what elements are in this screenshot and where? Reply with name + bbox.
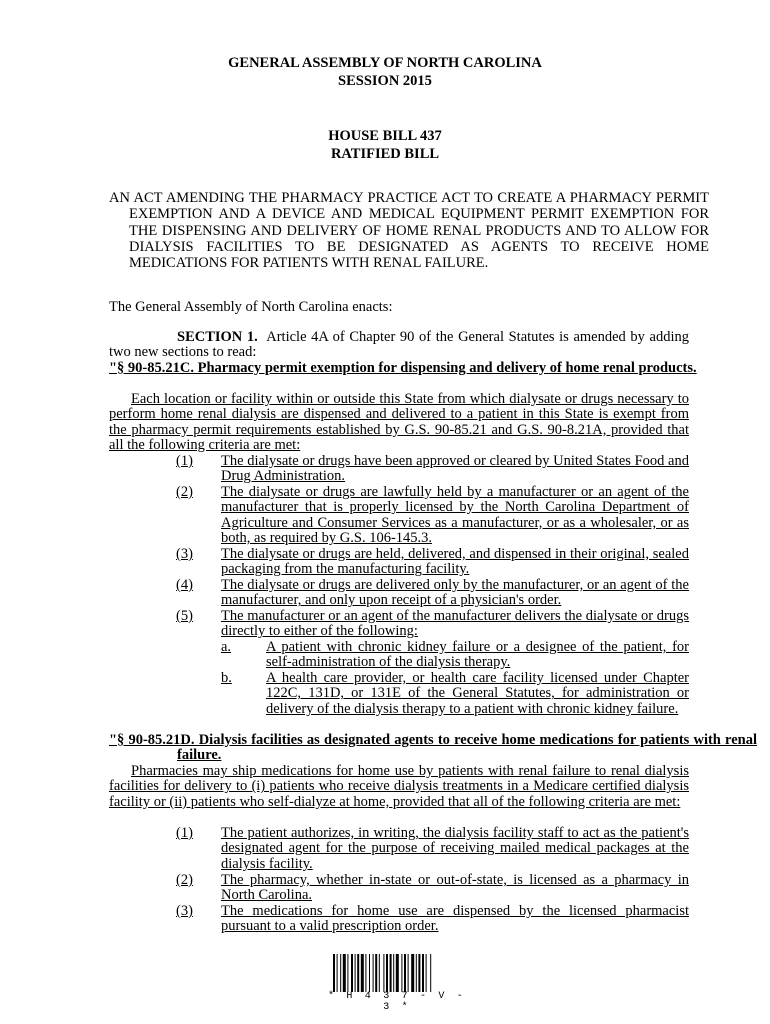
- section-21d-intro: Pharmacies may ship medications for home use by patients with renal failure to renal dialysis facilities for delivery to (i) patients who receive dialysis treatments in a Medicare certified dialysis facility or (ii) patients who self-dialyze at home, provided that all of the following criteria are met:: [109, 763, 689, 810]
- bill-number: HOUSE BILL 437: [328, 128, 442, 144]
- session-title: SESSION 2015: [338, 73, 432, 89]
- item-text: The medications for home use are dispensed by the licensed pharmacist pursuant to a valid prescription order.: [221, 903, 689, 935]
- assembly-title: GENERAL ASSEMBLY OF NORTH CAROLINA: [228, 55, 542, 71]
- barcode-text: * H 4 3 7 - V - 3 *: [327, 991, 466, 1013]
- section-1-label: SECTION 1.: [177, 329, 258, 345]
- item-text: The dialysate or drugs are held, delivered, and dispensed in their original, sealed packaging from the manufacturing facility.: [221, 546, 689, 578]
- section-21c-heading: "§ 90-85.21C. Pharmacy permit exemption for dispensing and delivery of home renal products.: [109, 360, 697, 376]
- section-21c-intro: Each location or facility within or outside this State from which dialysate or drugs necessary to perform home renal dialysis are dispensed and delivered to a patient in this State is exempt from the pharmacy permit requirements established by G.S. 90-85.21 and G.S. 90-8.21A, provided that all the following criteria are met:: [109, 391, 689, 454]
- item-text: The patient authorizes, in writing, the dialysis facility staff to act as the patient's designated agent for the purpose of receiving mailed medical packages at the dialysis facility.: [221, 825, 689, 872]
- item-number: (2): [176, 872, 193, 888]
- subitem-letter: b.: [221, 670, 232, 686]
- item-number: (3): [176, 903, 193, 919]
- subitem-letter: a.: [221, 639, 232, 655]
- item-text: The dialysate or drugs have been approved or cleared by United States Food and Drug Administration.: [221, 453, 689, 485]
- section-1: [109, 330, 689, 361]
- section-1-text: Article 4A of Chapter 90 of the General Statutes is amended by adding two new sections to read:: [109, 329, 689, 361]
- enacting-clause: The General Assembly of North Carolina enacts:: [109, 299, 393, 315]
- item-text: The pharmacy, whether in-state or out-of-state, is licensed as a pharmacy in North Carolina.: [221, 872, 689, 904]
- item-text: The manufacturer or an agent of the manufacturer delivers the dialysate or drugs directly to either of the following:: [221, 608, 689, 640]
- item-number: (1): [176, 825, 193, 841]
- act-title: AN ACT AMENDING THE PHARMACY PRACTICE ACT TO CREATE A PHARMACY PERMIT EXEMPTION AND A DEVICE AND MEDICAL EQUIPMENT PERMIT EXEMPTION FOR THE DISPENSING AND DELIVERY OF HOME RENAL PRODUCTS AND TO ALLOW FOR DIALYSIS FACILITIES TO BE DESIGNATED AS AGENTS TO RECEIVE HOME MEDICATIONS FOR PATIENTS WITH RENAL FAILURE.: [109, 190, 709, 272]
- item-number: (3): [176, 546, 193, 562]
- item-text: The dialysate or drugs are lawfully held by a manufacturer or an agent of the manufacturer that is properly licensed by the North Carolina Department of Agriculture and Consumer Services as a manufacturer, or as a wholesaler, or as both, as required by G.S. 106-145.3.: [221, 484, 689, 547]
- subitem-text: A patient with chronic kidney failure or a designee of the patient, for self-administration of the dialysis therapy.: [266, 639, 689, 671]
- item-number: (1): [176, 453, 193, 469]
- item-text: The dialysate or drugs are delivered only by the manufacturer, or an agent of the manufacturer, and only upon receipt of a physician's order.: [221, 577, 689, 609]
- section-21d-heading: "§ 90-85.21D. Dialysis facilities as designated agents to receive home medications for patients with renal failure.: [109, 732, 757, 764]
- barcode-image: [333, 954, 461, 992]
- item-number: (2): [176, 484, 193, 500]
- item-number: (4): [176, 577, 193, 593]
- item-number: (5): [176, 608, 193, 624]
- subitem-text: A health care provider, or health care facility licensed under Chapter 122C, 131D, or 131E of the General Statutes, for administration or delivery of the dialysis therapy to a patient with chronic kidney failure.: [266, 670, 689, 717]
- bill-status: RATIFIED BILL: [330, 146, 440, 162]
